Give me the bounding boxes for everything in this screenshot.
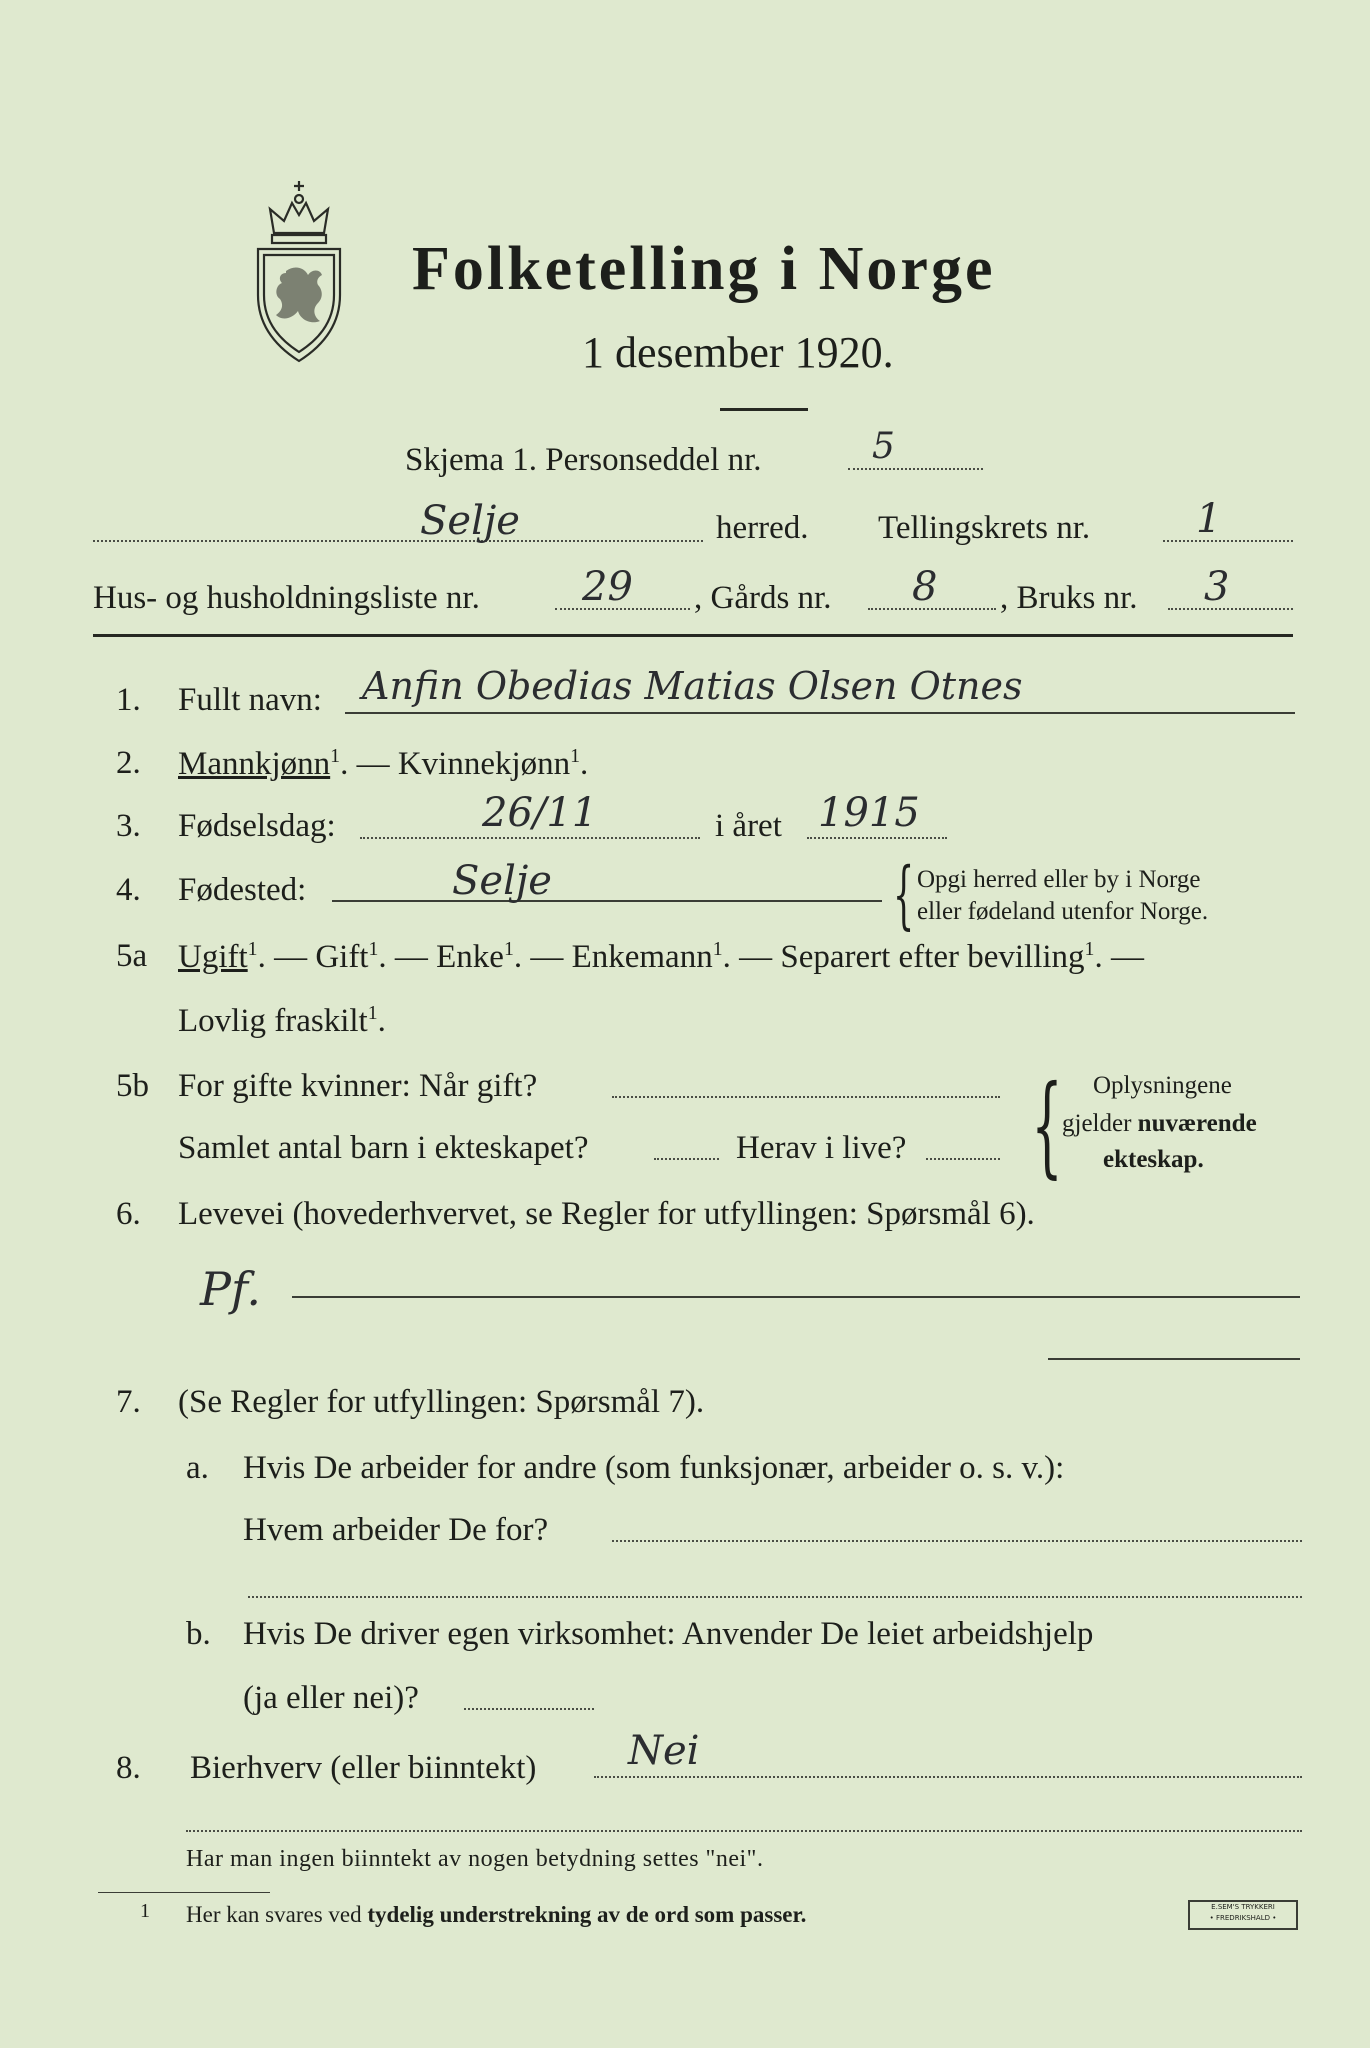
footnote-ref: 1 [368,938,379,960]
footnote-ref: 1 [247,938,258,960]
children-line [654,1158,719,1160]
gender-options [178,745,588,783]
birthyear-value: 1915 [818,790,920,836]
tellingskrets-line [1163,540,1293,542]
bruks-label: , Bruks nr. [1000,580,1138,616]
separator: . — [1094,939,1144,975]
marital-status-options [178,938,1144,976]
q7-label: (Se Regler for utfyllingen: Spørsmål 7). [178,1384,705,1420]
footnote-separator [98,1892,270,1893]
stamp-line-2: • FREDRIKSHALD • [1209,1914,1277,1922]
employer-line-2 [248,1596,1302,1598]
q7-number: 7. [116,1384,141,1420]
employer-label: Hvem arbeider De for? [243,1512,549,1548]
hus-label: Hus- og husholdningsliste nr. [93,580,480,616]
tellingskrets-label: Tellingskrets nr. [878,510,1091,546]
side-income-note: Har man ingen biinntekt av nogen betydning settes "nei". [186,1846,764,1872]
separator: . — [513,939,572,975]
option-female: Kvinnekjønn [397,746,571,782]
herred-value: Selje [420,498,520,544]
hired-help-label: (ja eller nei)? [243,1680,419,1716]
census-date: 1 desember 1920. [582,328,894,377]
birthplace-value: Selje [452,858,552,904]
occupation-value: Pf. [200,1262,261,1316]
occupation-line-2 [1048,1358,1300,1360]
footnote-mark: 1 [140,1900,150,1922]
alive-line [926,1158,1000,1160]
option-male: Mannkjønn [178,746,331,782]
birthplace-label: Fødested: [178,872,307,908]
birthdate-line [360,837,700,839]
q5a-number: 5a [116,938,148,974]
separator: . — [257,939,316,975]
occupation-label: Levevei (hovederhvervet, se Regler for utfyllingen: Spørsmål 6). [178,1196,1035,1232]
separator: . — [722,939,781,975]
q1-number: 1. [116,682,141,718]
q7b-letter: b. [186,1616,211,1652]
bruks-value: 3 [1204,564,1230,610]
side-income-value: Nei [628,1728,700,1774]
option-fraskilt-label: Lovlig fraskilt [178,1003,368,1039]
footnote-text-a: Her kan svares ved [186,1902,368,1927]
footnote-ref: 1 [570,745,581,767]
q1-line [345,712,1295,714]
alive-label: Herav i live? [736,1130,907,1166]
option-separert: Separert efter bevilling [780,939,1085,975]
birthplace-line [332,900,882,902]
hired-help-line [464,1708,594,1710]
header-rule [93,634,1293,637]
q3-number: 3. [116,808,141,844]
option-ugift: Ugift [178,939,248,975]
birthplace-note-1: Opgi herred eller by i Norge [917,866,1201,893]
birthyear-line [807,837,947,839]
option-gift: Gift [315,939,369,975]
herred-line [93,540,703,542]
q7a-letter: a. [186,1450,209,1486]
herred-label: herred. [716,510,809,546]
employer-line [612,1540,1302,1542]
coat-of-arms-icon [246,175,352,365]
q6-number: 6. [116,1196,141,1232]
bruks-line [1168,608,1293,610]
printer-stamp [1188,1900,1298,1930]
children-label: Samlet antal barn i ekteskapet? [178,1130,589,1166]
q7a-text: Hvis De arbeider for andre (som funksjonær, arbeider o. s. v.): [243,1450,1065,1486]
form-title: Folketelling i Norge [412,235,996,303]
footnote-ref: 1 [503,938,514,960]
separator: . — [378,939,437,975]
personseddel-line [848,468,983,470]
option-enke: Enke [436,939,504,975]
q2-number: 2. [116,745,141,781]
birthdate-label: Fødselsdag: [178,808,336,844]
birthyear-label: i året [715,808,782,844]
separator: . [580,746,589,782]
marriage-note-2 [1062,1110,1257,1138]
q5b-number: 5b [116,1068,149,1104]
footnote-text-b: tydelig understrekning av de ord som passer. [367,1902,807,1927]
married-label: For gifte kvinner: Når gift? [178,1068,538,1104]
side-income-label: Bierhverv (eller biinntekt) [190,1750,537,1786]
brace: { [892,852,915,938]
q7b-text: Hvis De driver egen virksomhet: Anvender De leiet arbeidshjelp [243,1616,1094,1652]
birthplace-note-2: eller fødeland utenfor Norge. [917,898,1209,925]
side-income-line-2 [186,1830,1302,1832]
footnote-ref: 1 [330,745,341,767]
q4-number: 4. [116,872,141,908]
hus-value: 29 [582,564,633,610]
gards-label: , Gårds nr. [694,580,832,616]
footnote-ref: 1 [367,1002,378,1024]
brace: { [1031,1061,1063,1189]
birthdate-value: 26/11 [482,790,598,836]
option-enkemann: Enkemann [571,939,713,975]
title-divider [720,408,808,411]
marriage-note-2b: nuværende [1137,1110,1257,1137]
stamp-line-1: E.SEM'S TRYKKERI [1211,1903,1275,1911]
marriage-note-2a: gjelder [1062,1110,1138,1137]
separator: . — [340,746,398,782]
occupation-line-1 [292,1296,1300,1298]
tellingskrets-value: 1 [1196,496,1222,542]
footnote-text [186,1902,806,1928]
side-income-line [594,1776,1302,1778]
full-name-value: Anfin Obedias Matias Olsen Otnes [362,664,1023,708]
schema-label: Skjema 1. Personseddel nr. [405,442,762,478]
option-fraskilt: Lovlig fraskilt$^1$. [178,1002,386,1039]
marriage-note-1: Oplysningene [1093,1072,1232,1099]
footnote-ref: 1 [1084,938,1095,960]
married-line [612,1096,1000,1098]
footnote-ref: 1 [712,938,723,960]
gards-value: 8 [912,564,938,610]
q8-number: 8. [116,1750,141,1786]
personseddel-nr-value: 5 [872,426,895,467]
marriage-note-3: ekteskap. [1103,1146,1204,1173]
q1-label: Fullt navn: [178,682,322,718]
